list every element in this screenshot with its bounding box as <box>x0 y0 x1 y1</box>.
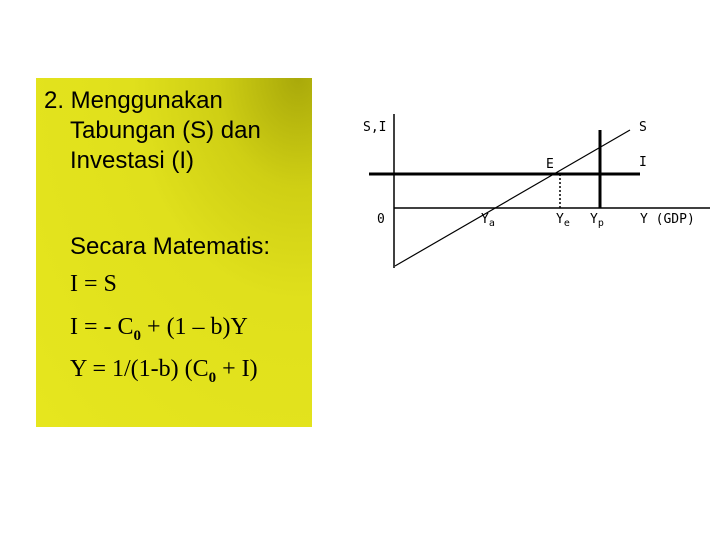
ye-subscript: e <box>563 218 570 229</box>
heading-line-3: Investasi (I) <box>70 147 195 174</box>
ya-label <box>481 212 495 229</box>
ye-label <box>556 212 570 229</box>
origin-label: 0 <box>377 212 385 227</box>
heading-line-2: Tabungan (S) dan <box>70 117 261 144</box>
equation-3-post: + I) <box>216 356 258 382</box>
yp-subscript: p <box>597 218 604 229</box>
equation-3-subscript: 0 <box>208 369 217 386</box>
ye-main: Y <box>556 212 564 227</box>
s-line-label: S <box>639 120 647 135</box>
equation-2-post: + (1 – b)Y <box>141 314 248 340</box>
equation-3-pre: Y = 1/(1-b) (C <box>70 356 209 382</box>
equation-2-pre: I = - C <box>70 314 134 340</box>
i-line-label: I <box>639 155 647 170</box>
savings-line <box>395 130 630 266</box>
y-axis-label: S,I <box>363 120 387 135</box>
heading-line-1: 2. Menggunakan <box>44 87 223 114</box>
equation-1-text: I = S <box>70 271 117 297</box>
equilibrium-label: E <box>546 157 554 172</box>
subheading: Secara Matematis: <box>70 233 271 260</box>
yp-main: Y <box>590 212 598 227</box>
x-axis-label: Y (GDP) <box>640 212 695 227</box>
yp-label <box>590 212 604 229</box>
ya-subscript: a <box>488 218 495 229</box>
ya-main: Y <box>481 212 489 227</box>
equation-2-subscript: 0 <box>133 327 142 344</box>
